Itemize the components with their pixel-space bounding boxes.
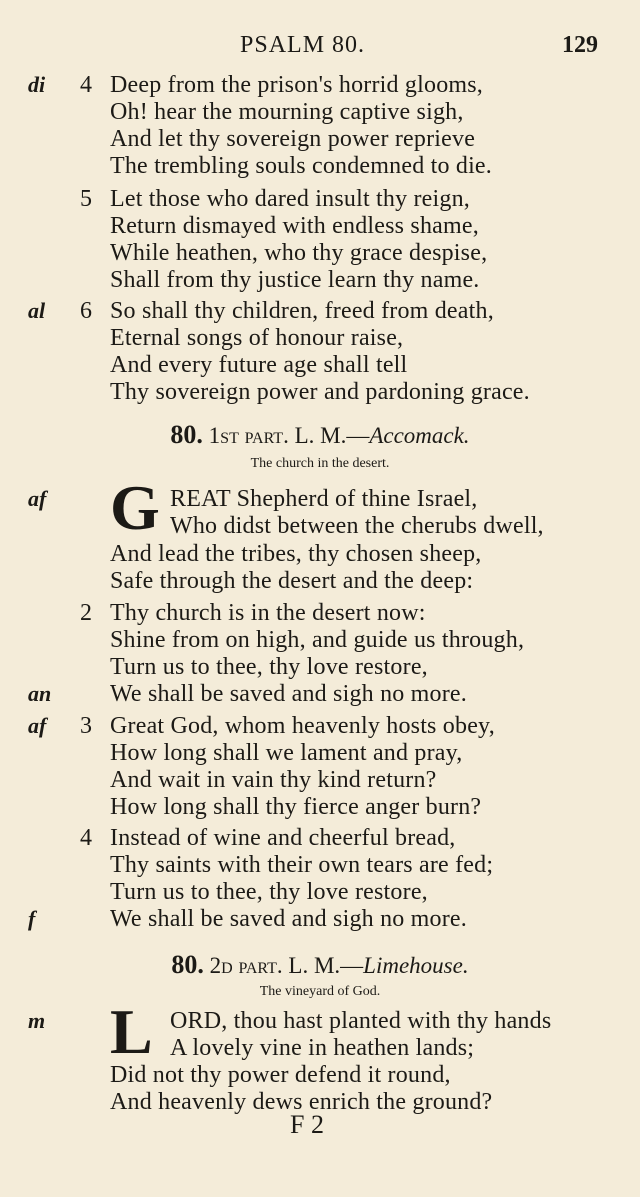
verse-line [0,99,640,127]
dynamic-mark: di [28,72,46,97]
verse-text: While heathen, who thy grace despise, [110,240,488,266]
verse-text: And heavenly dews enrich the ground? [110,1089,493,1115]
verse-text: A lovely vine in heathen lands; [170,1035,475,1061]
verse-text: So shall thy children, freed from death, [110,298,494,324]
hymn-number: 80. [171,950,204,979]
verse-line [0,325,640,353]
verse-line [0,906,640,934]
verse-number: 6 [80,298,92,324]
verse-line [0,713,640,741]
verse-text: Thy saints with their own tears are fed; [110,852,494,878]
verse-text: Did not thy power defend it round, [110,1062,451,1088]
verse-line [0,627,640,655]
page-number: 129 [562,32,598,58]
verse-line [0,72,640,100]
verse-text: And every future age shall tell [110,352,408,378]
hymn-heading [0,950,640,980]
verse-text: Shall from thy justice learn thy name. [110,267,480,293]
drop-cap: L [110,996,153,1067]
verse-text: Thy sovereign power and pardoning grace. [110,379,530,405]
hymn-meter: L. M.— [288,953,364,978]
signature-mark: F 2 [290,1110,324,1139]
verse-line [0,654,640,682]
verse-text: REAT Shepherd of thine Israel, [170,486,478,512]
dynamic-mark: f [28,906,36,931]
dynamic-mark: m [28,1008,46,1033]
hymn-number: 80. [170,420,203,449]
hymn-part: 2d part. [209,953,283,978]
verse-text: ORD, thou hast planted with thy hands [170,1008,552,1034]
verse-line [0,513,640,541]
verse-text: Oh! hear the mourning captive sigh, [110,99,464,125]
verse-line [0,1008,640,1036]
verse-line [0,1035,640,1063]
hymn-subtitle: The church in the desert. [250,456,390,471]
verse-text: Shine from on high, and guide us through, [110,627,525,653]
verse-line [0,794,640,822]
verse-number: 2 [80,600,92,626]
verse-line [0,213,640,241]
verse-text: How long shall we lament and pray, [110,740,463,766]
verse-line [0,352,640,380]
verse-line [0,379,640,407]
verse-line [0,153,640,181]
verse-text: Turn us to thee, thy love restore, [110,879,428,905]
verse-text: Safe through the desert and the deep: [110,568,474,594]
verse-text: Return dismayed with endless shame, [110,213,479,239]
verse-number: 5 [80,186,92,212]
dynamic-mark: af [28,713,47,738]
drop-cap: G [110,472,160,543]
verse-text: Great God, whom heavenly hosts obey, [110,713,495,739]
verse-line [0,681,640,709]
hymn-part: 1st part. [208,423,289,448]
verse-text: Instead of wine and cheerful bread, [110,825,456,851]
verse-line [0,879,640,907]
verse-number: 4 [80,825,92,851]
verse-text: Let those who dared insult thy reign, [110,186,470,212]
verse-text: Who didst between the cherubs dwell, [170,513,544,539]
hymn-heading [0,420,640,450]
verse-text: We shall be saved and sigh no more. [110,681,467,707]
hymn-tune: Accomack. [369,423,470,448]
verse-line [0,568,640,596]
verse-line [0,240,640,268]
hymn-tune: Limehouse. [363,953,469,978]
verse-text: How long shall thy fierce anger burn? [110,794,482,820]
verse-line [0,126,640,154]
verse-text: We shall be saved and sigh no more. [110,906,467,932]
verse-line [0,600,640,628]
verse-line [0,267,640,295]
verse-text: Eternal songs of honour raise, [110,325,404,351]
running-head [0,32,640,62]
dynamic-mark: al [28,298,46,323]
verse-line [0,486,640,514]
verse-line [0,541,640,569]
verse-text: Thy church is in the desert now: [110,600,426,626]
verse-number: 4 [80,72,92,98]
hymn-subtitle: The vineyard of God. [259,984,381,999]
verse-line [0,767,640,795]
verse-text: Turn us to thee, thy love restore, [110,654,428,680]
hymn-meter: L. M.— [294,423,370,448]
verse-line [0,825,640,853]
dynamic-mark: an [28,681,52,706]
dynamic-mark: af [28,486,47,511]
verse-line [0,740,640,768]
verse-text: The trembling souls condemned to die. [110,153,492,179]
verse-text: Deep from the prison's horrid glooms, [110,72,484,98]
verse-text: And let thy sovereign power reprieve [110,126,476,152]
verse-text: And lead the tribes, thy chosen sheep, [110,541,482,567]
verse-text: And wait in vain thy kind return? [110,767,437,793]
verse-line [0,1062,640,1090]
verse-line [0,298,640,326]
verse-line [0,186,640,214]
page-title: PSALM 80. [240,32,366,58]
verse-number: 3 [80,713,92,739]
verse-line [0,852,640,880]
